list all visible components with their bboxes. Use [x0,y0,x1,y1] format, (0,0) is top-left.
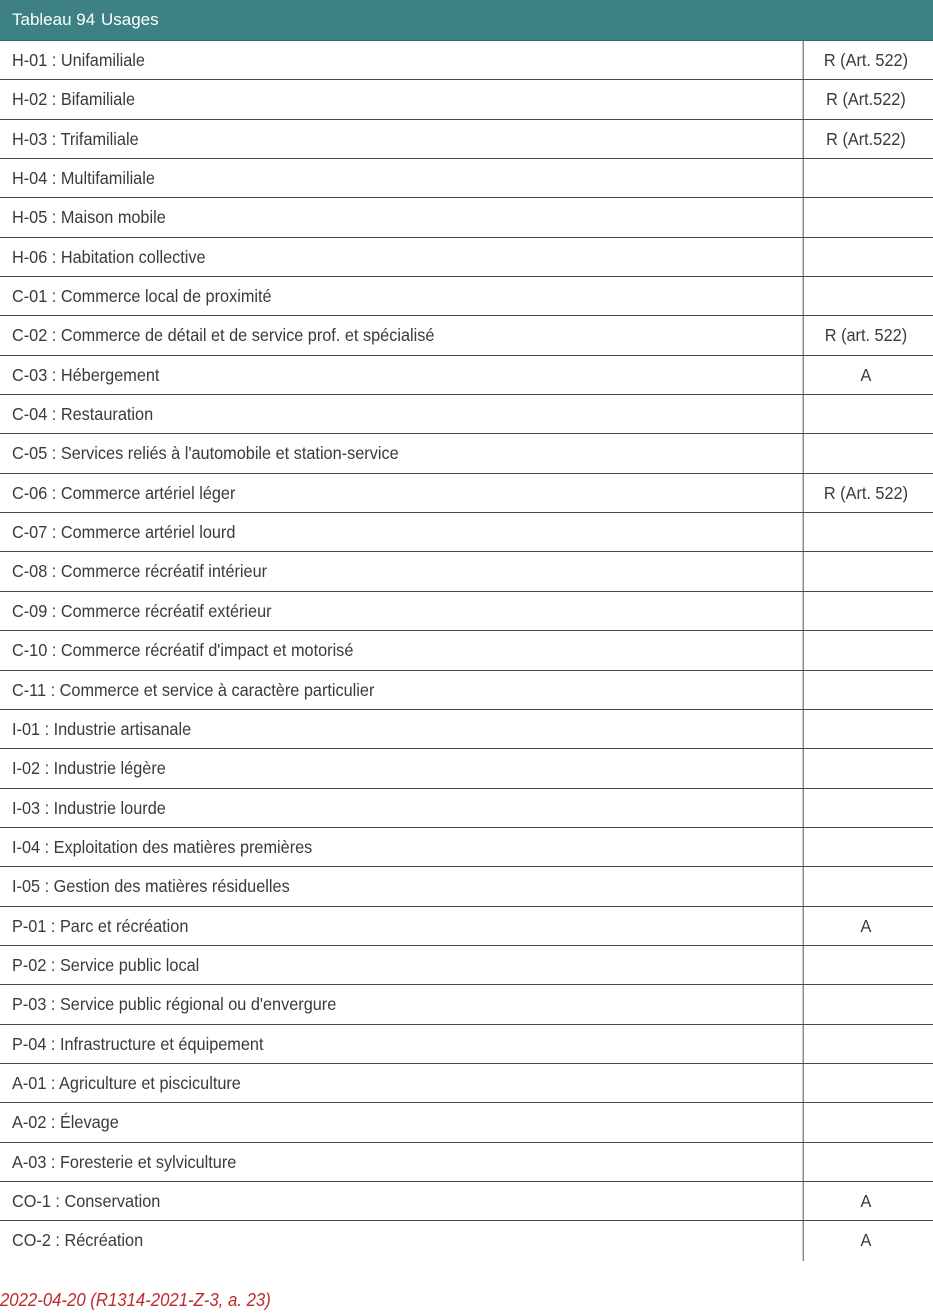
usage-label: P-01 : Parc et récréation [12,915,189,936]
table-row [0,749,933,788]
usage-status [803,710,929,748]
table-row [0,592,933,631]
table-header [0,0,933,41]
usage-status: R (Art.522) [803,120,929,158]
usage-status [803,671,929,709]
table-row [0,907,933,946]
usage-label: H-05 : Maison mobile [12,207,166,228]
table-row [0,474,933,513]
usage-status: R (art. 522) [803,316,929,354]
table-row [0,1025,933,1064]
amendment-note: 2022-04-20 (R1314-2021-Z-3, a. 23) [0,1290,271,1310]
table-row [0,867,933,906]
usage-status [803,277,929,315]
table-row [0,1182,933,1221]
usage-status [803,159,929,197]
usage-status [803,985,929,1023]
usage-status [803,395,929,433]
usage-label: C-09 : Commerce récréatif extérieur [12,600,272,621]
usage-status: A [803,356,929,394]
table-title: Usages [101,10,159,29]
usage-status [803,1064,929,1102]
table-row [0,828,933,867]
usage-status: A [803,1182,929,1220]
usage-label: C-11 : Commerce et service à caractère particulier [12,679,375,700]
table-row [0,395,933,434]
usage-status [803,1143,929,1181]
usage-label: C-07 : Commerce artériel lourd [12,522,236,543]
table-row [0,1064,933,1103]
usage-label: C-03 : Hébergement [12,364,160,385]
table-row [0,552,933,591]
usage-status [803,552,929,590]
usage-status: R (Art.522) [803,80,929,118]
usage-label: P-04 : Infrastructure et équipement [12,1033,264,1054]
usage-label: H-03 : Trifamiliale [12,128,139,149]
usage-label: H-01 : Unifamiliale [12,50,145,70]
usage-status [803,592,929,630]
usage-label: A-03 : Foresterie et sylviculture [12,1151,237,1172]
table-row [0,985,933,1024]
usage-table [0,41,933,1261]
usage-label: C-04 : Restauration [12,404,154,425]
table-row [0,1103,933,1142]
usage-status [803,749,929,787]
usage-status [803,1103,929,1141]
usage-label: C-01 : Commerce local de proximité [12,286,272,307]
table-row [0,159,933,198]
usage-label: C-05 : Services reliés à l'automobile et station-service [12,443,399,464]
table-row [0,80,933,119]
usage-label: P-03 : Service public régional ou d'envergure [12,994,337,1015]
usage-status [803,434,929,472]
usage-label: P-02 : Service public local [12,954,200,975]
table-row [0,316,933,355]
usage-status [803,789,929,827]
usage-label: H-04 : Multifamiliale [12,168,155,189]
table-row [0,513,933,552]
table-row [0,671,933,710]
usage-label: C-02 : Commerce de détail et de service prof. et spécialisé [12,325,435,346]
usage-status: R (Art. 522) [803,474,929,512]
usage-status [803,867,929,905]
usage-label: I-04 : Exploitation des matières premières [12,836,313,857]
table-row [0,946,933,985]
usage-status [803,946,929,984]
usage-label: I-05 : Gestion des matières résiduelles [12,876,290,897]
usage-status [803,1025,929,1063]
table-row [0,41,933,80]
table-row [0,710,933,749]
usage-label: H-06 : Habitation collective [12,246,206,267]
table-row [0,1221,933,1260]
table-number: Tableau 94 [12,10,96,29]
usage-status [803,198,929,236]
usage-status: A [803,1221,929,1260]
usage-label: CO-1 : Conservation [12,1190,161,1211]
usage-label: H-02 : Bifamiliale [12,89,136,110]
table-row [0,198,933,237]
usage-status: R (Art. 522) [803,41,929,79]
usage-label: A-01 : Agriculture et pisciculture [12,1072,241,1093]
usage-status [803,631,929,669]
usage-label: I-02 : Industrie légère [12,758,166,779]
table-row [0,356,933,395]
table-row [0,277,933,316]
usage-label: I-01 : Industrie artisanale [12,718,192,739]
usage-status [803,238,929,276]
usage-label: A-02 : Élevage [12,1112,119,1133]
table-row [0,1143,933,1182]
usage-status [803,828,929,866]
usage-label: C-10 : Commerce récréatif d'impact et motorisé [12,640,354,661]
usage-label: I-03 : Industrie lourde [12,797,166,818]
table-row [0,120,933,159]
usage-status: A [803,907,929,945]
usage-label: CO-2 : Récréation [12,1230,144,1251]
usage-label: C-08 : Commerce récréatif intérieur [12,561,268,582]
usage-label: C-06 : Commerce artériel léger [12,482,236,503]
table-row [0,434,933,473]
table-row [0,238,933,277]
table-row [0,789,933,828]
table-row [0,631,933,670]
usage-status [803,513,929,551]
